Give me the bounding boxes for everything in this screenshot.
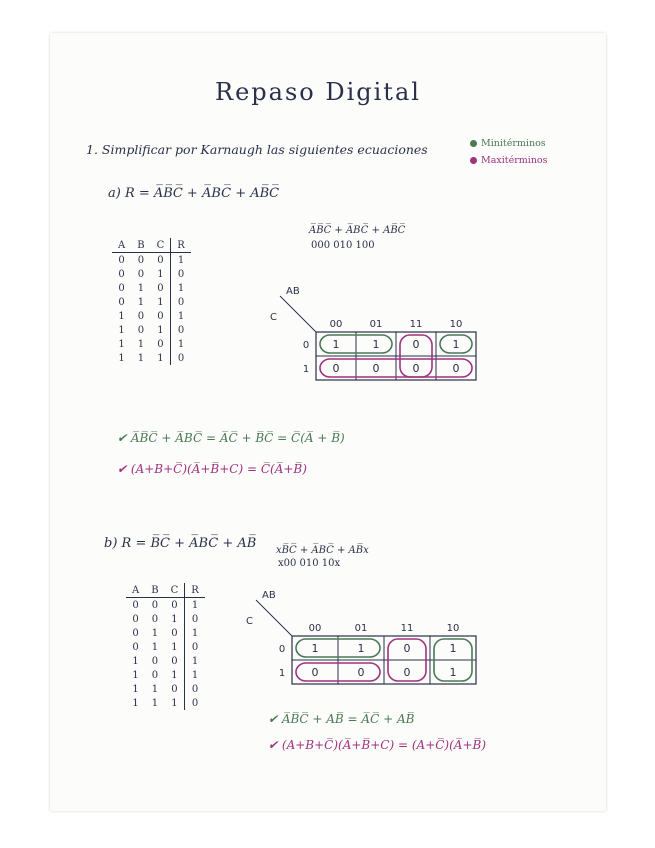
green-check-icon: ✔ — [268, 712, 279, 726]
legend-maxterms: Maxitérminos — [470, 155, 548, 166]
table-cell: 1 — [118, 352, 125, 364]
table-cell: 0 — [151, 599, 159, 611]
table-cell: 0 — [171, 351, 191, 365]
kmap-corner-diagonal — [256, 600, 292, 636]
table-cell: 0 — [171, 295, 191, 309]
table-cell: 0 — [137, 254, 145, 266]
table-cell: 0 — [185, 640, 205, 654]
table-cell: 1 — [171, 613, 178, 625]
table-cell: 0 — [185, 696, 205, 710]
kmap-cell-value: 1 — [311, 642, 319, 655]
kmap-cell-value: 0 — [403, 666, 411, 679]
codes-b: x00 010 10x — [278, 558, 341, 569]
kmap-cell-value: 0 — [403, 642, 411, 655]
page-title: Repaso Digital — [215, 78, 421, 106]
table-cell: 1 — [185, 598, 205, 613]
kmap-cell-value: 1 — [449, 642, 457, 655]
header-b: B — [145, 583, 164, 598]
table-cell: 0 — [118, 254, 125, 266]
table-cell: 0 — [157, 310, 164, 322]
table-cell: 0 — [137, 268, 145, 280]
table-cell: 0 — [151, 669, 159, 681]
kmap-corner-left-label: C — [246, 616, 253, 627]
table-cell: 1 — [171, 641, 178, 653]
kmap-corner-diagonal — [280, 296, 316, 332]
table-cell: 1 — [137, 338, 145, 350]
header-c: C — [165, 583, 185, 598]
table-cell: 0 — [151, 613, 159, 625]
table-cell: 1 — [157, 268, 164, 280]
table-cell: 1 — [132, 683, 139, 695]
table-cell: 1 — [185, 654, 205, 668]
table-cell: 1 — [157, 352, 164, 364]
table-cell: 0 — [157, 254, 164, 266]
table-cell: 0 — [171, 267, 191, 281]
kmap-cell-value: 0 — [452, 362, 460, 375]
table-cell: 0 — [171, 323, 191, 337]
codes-a: 000 010 100 — [311, 240, 375, 251]
maxterm-result-a — [117, 462, 307, 476]
table-cell: 0 — [132, 627, 139, 639]
kmap-cell-value: 0 — [412, 338, 420, 351]
table-cell: 0 — [185, 682, 205, 696]
kmap-cell-value: 0 — [372, 362, 380, 375]
table-cell: 1 — [151, 627, 159, 639]
kmap-cell-value: 0 — [311, 666, 319, 679]
header-b: B — [131, 238, 150, 253]
table-cell: 0 — [171, 655, 178, 667]
kmap-cell-value: 1 — [449, 666, 457, 679]
table-cell: 1 — [151, 697, 159, 709]
table-cell: 1 — [171, 281, 191, 295]
terms-b: xB̅C̅ + A̅BC̅ + AB̅x — [276, 545, 369, 556]
table-cell: 1 — [157, 324, 164, 336]
kmap-cell-value: 0 — [412, 362, 420, 375]
table-cell: 1 — [157, 296, 164, 308]
kmap-corner-top-label: AB — [286, 286, 300, 297]
purple-check-icon: ✔ — [117, 462, 128, 476]
table-cell: 0 — [137, 324, 145, 336]
header-a: A — [126, 583, 145, 598]
table-cell: 1 — [171, 253, 191, 268]
table-cell: 0 — [185, 612, 205, 626]
minterm-result-b — [268, 712, 414, 726]
header-c: C — [151, 238, 171, 253]
table-cell: 0 — [171, 683, 178, 695]
table-cell: 1 — [132, 669, 139, 681]
kmap-corner-top-label: AB — [262, 590, 276, 601]
minterm-result-b-text: A̅B̅C̅ + AB̅ = A̅C̅ + AB̅ — [281, 712, 415, 726]
kmap-col-header: 00 — [329, 319, 343, 330]
table-cell: 0 — [137, 310, 145, 322]
kmap-col-header: 00 — [308, 623, 322, 634]
table-cell: 0 — [157, 338, 164, 350]
table-cell: 1 — [118, 338, 125, 350]
table-cell: 0 — [151, 655, 159, 667]
table-cell: 0 — [118, 282, 125, 294]
minterm-result-a-text: A̅B̅C̅ + A̅BC̅ = A̅C̅ + B̅C̅ = C̅(A̅ + B̅) — [130, 431, 345, 445]
table-cell: 0 — [132, 599, 139, 611]
maxterm-result-b — [268, 738, 486, 752]
kmap-col-header: 01 — [369, 319, 383, 330]
table-cell: 0 — [132, 613, 139, 625]
equation-a: a) R = A̅B̅C̅ + A̅BC̅ + AB̅C̅ — [108, 186, 280, 201]
kmap-cell-value: 1 — [372, 338, 380, 351]
table-cell: 0 — [157, 282, 164, 294]
table-cell: 1 — [171, 697, 178, 709]
table-cell: 1 — [171, 337, 191, 351]
kmap-a — [270, 286, 476, 380]
table-cell: 1 — [151, 683, 159, 695]
table-cell: 1 — [132, 655, 139, 667]
table-cell: 1 — [185, 626, 205, 640]
kmap-cell-value: 1 — [452, 338, 460, 351]
header-r: R — [185, 583, 205, 598]
kmap-col-header: 10 — [446, 623, 460, 634]
table-cell: 1 — [137, 352, 145, 364]
table-cell: 0 — [118, 296, 125, 308]
terms-a: A̅B̅C̅ + A̅BC̅ + AB̅C̅ — [309, 225, 406, 236]
header-a: A — [112, 238, 131, 253]
kmap-row-label: 1 — [302, 364, 310, 375]
legend-minterms: Minitérminos — [470, 138, 546, 149]
kmap-col-header: 01 — [354, 623, 368, 634]
instruction-text: 1. Simplificar por Karnaugh las siguientes ecuaciones — [86, 142, 428, 157]
kmap-cell-value: 0 — [357, 666, 365, 679]
kmap-row-label: 1 — [278, 668, 286, 679]
table-cell: 1 — [137, 296, 145, 308]
kmap-col-header: 11 — [400, 623, 414, 634]
kmap-col-header: 10 — [449, 319, 463, 330]
kmap-row-label: 0 — [302, 340, 310, 351]
header-r: R — [171, 238, 191, 253]
maxterm-result-a-text: (A+B+C̅)(A̅+B̅+C) = C̅(A̅+B̅) — [130, 462, 307, 476]
kmap-cell-value: 0 — [332, 362, 340, 375]
table-cell: 1 — [171, 309, 191, 323]
kmap-cell-value: 1 — [332, 338, 340, 351]
kmap-col-header: 11 — [409, 319, 423, 330]
table-cell: 1 — [132, 697, 139, 709]
kmap-corner-left-label: C — [270, 312, 277, 323]
table-cell: 0 — [132, 641, 139, 653]
green-check-icon: ✔ — [117, 431, 128, 445]
table-cell: 1 — [151, 641, 159, 653]
table-cell: 0 — [171, 599, 178, 611]
table-cell: 0 — [171, 627, 178, 639]
equation-b: b) R = B̅C̅ + A̅BC̅ + AB̅ — [104, 536, 257, 551]
table-cell: 1 — [118, 310, 125, 322]
kmap-b — [246, 590, 476, 684]
minterm-result-a — [117, 431, 345, 445]
kmap-row-label: 0 — [278, 644, 286, 655]
table-cell: 1 — [185, 668, 205, 682]
maxterm-result-b-text: (A+B+C̅)(A̅+B̅+C) = (A+C̅)(A̅+B̅) — [281, 738, 487, 752]
table-cell: 0 — [118, 268, 125, 280]
table-cell: 1 — [118, 324, 125, 336]
table-cell: 1 — [171, 669, 178, 681]
table-cell: 1 — [137, 282, 145, 294]
kmap-cell-value: 1 — [357, 642, 365, 655]
purple-check-icon: ✔ — [268, 738, 279, 752]
